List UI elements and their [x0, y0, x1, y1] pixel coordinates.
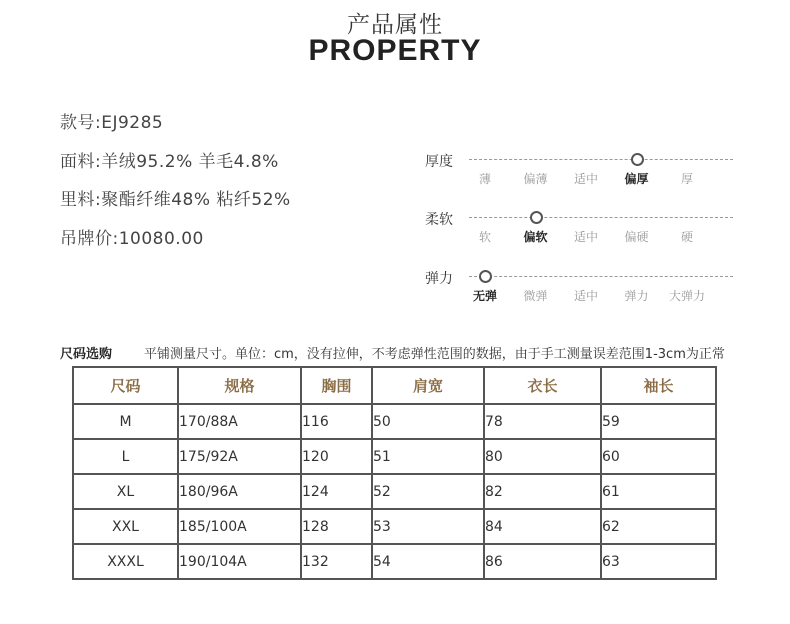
cell-shoulder: 51	[372, 439, 484, 474]
cell-sleeve: 61	[601, 474, 716, 509]
cell-spec: 180/96A	[178, 474, 301, 509]
attribute-softness	[425, 209, 725, 249]
table-header-row	[73, 367, 716, 404]
table-row	[73, 439, 716, 474]
header-spec: 规格	[178, 367, 301, 404]
cell-length: 78	[484, 404, 601, 439]
attribute-option: 偏薄	[523, 172, 548, 186]
cell-chest: 128	[301, 509, 372, 544]
attribute-scale-line	[469, 276, 733, 277]
size-table	[72, 366, 717, 580]
page-title-en: PROPERTY	[308, 34, 482, 67]
cell-size: XXL	[73, 509, 178, 544]
cell-spec: 175/92A	[178, 439, 301, 474]
cell-size: L	[73, 439, 178, 474]
attribute-marker-icon	[530, 211, 543, 224]
page-title-cn: 产品属性	[347, 12, 443, 38]
cell-size: XXXL	[73, 544, 178, 579]
cell-size: XL	[73, 474, 178, 509]
attribute-label: 弹力	[425, 271, 453, 287]
attribute-option: 软	[478, 230, 492, 244]
attribute-label: 柔软	[425, 212, 453, 228]
attribute-marker-icon	[631, 153, 644, 166]
spec-fabric: 面料:羊绒95.2% 羊毛4.8%	[60, 151, 279, 172]
attribute-thickness	[425, 151, 725, 191]
header-chest: 胸围	[301, 367, 372, 404]
cell-spec: 185/100A	[178, 509, 301, 544]
header-length: 衣长	[484, 367, 601, 404]
cell-shoulder: 54	[372, 544, 484, 579]
attribute-scale-line	[469, 217, 733, 218]
size-guide-title: 尺码选购	[60, 347, 113, 362]
header-sleeve: 袖长	[601, 367, 716, 404]
attribute-option: 弹力	[624, 289, 649, 303]
table-row	[73, 404, 716, 439]
cell-spec: 170/88A	[178, 404, 301, 439]
cell-sleeve: 62	[601, 509, 716, 544]
attribute-option: 适中	[573, 289, 599, 303]
attribute-scale-line	[469, 159, 733, 160]
attribute-option: 适中	[573, 172, 599, 186]
attribute-option: 适中	[573, 230, 599, 244]
cell-size: M	[73, 404, 178, 439]
cell-chest: 132	[301, 544, 372, 579]
attribute-option: 偏软	[523, 230, 548, 244]
attribute-label: 厚度	[425, 154, 453, 170]
attribute-option: 厚	[680, 172, 694, 186]
cell-chest: 120	[301, 439, 372, 474]
cell-sleeve: 59	[601, 404, 716, 439]
table-row	[73, 509, 716, 544]
cell-spec: 190/104A	[178, 544, 301, 579]
table-row	[73, 544, 716, 579]
cell-sleeve: 60	[601, 439, 716, 474]
attribute-marker-icon	[479, 270, 492, 283]
header-size: 尺码	[73, 367, 178, 404]
attribute-option: 硬	[680, 230, 694, 244]
header-shoulder: 肩宽	[372, 367, 484, 404]
cell-length: 80	[484, 439, 601, 474]
cell-length: 82	[484, 474, 601, 509]
cell-sleeve: 63	[601, 544, 716, 579]
attribute-elasticity	[425, 268, 725, 308]
attribute-option: 大弹力	[668, 289, 706, 303]
cell-chest: 124	[301, 474, 372, 509]
cell-length: 84	[484, 509, 601, 544]
spec-lining: 里料:聚酯纤维48% 粘纤52%	[60, 190, 291, 210]
attribute-option: 薄	[478, 172, 492, 186]
cell-shoulder: 52	[372, 474, 484, 509]
cell-length: 86	[484, 544, 601, 579]
cell-shoulder: 50	[372, 404, 484, 439]
attribute-option: 偏硬	[624, 230, 649, 244]
size-guide-header	[60, 343, 725, 362]
attribute-option: 偏厚	[624, 172, 649, 186]
attribute-option: 微弹	[523, 289, 548, 303]
cell-shoulder: 53	[372, 509, 484, 544]
spec-price: 吊牌价:10080.00	[60, 228, 204, 249]
size-guide-note: 平铺测量尺寸。单位：cm，没有拉伸，不考虑弹性范围的数据，由于手工测量误差范围1-3cm为正常	[144, 347, 725, 362]
attribute-option: 无弹	[472, 289, 498, 303]
table-row	[73, 474, 716, 509]
product-specs	[60, 108, 291, 262]
cell-chest: 116	[301, 404, 372, 439]
spec-style-number: 款号:EJ9285	[60, 113, 164, 133]
